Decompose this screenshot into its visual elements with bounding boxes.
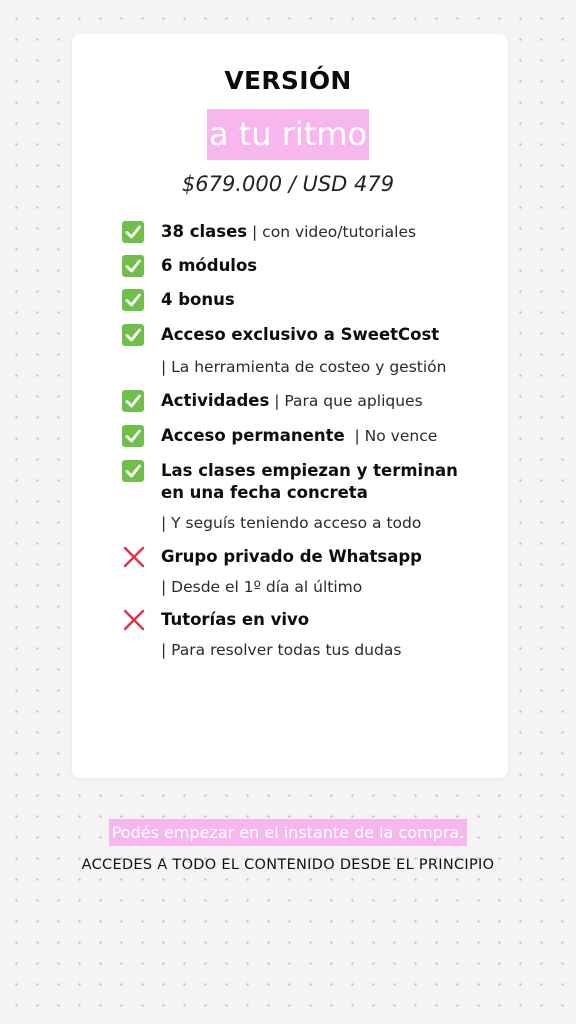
check-icon [122,221,144,243]
feature-label: 4 bonus [161,290,235,309]
check-icon [122,425,144,447]
feature-title: Actividades [161,391,270,410]
feature-desc: | Para que apliques [269,392,423,410]
feature-subline: | La herramienta de costeo y gestión [161,358,447,376]
feature-subline: | Desde el 1º día al último [161,578,363,596]
cross-icon [122,545,146,569]
feature-label [161,425,437,447]
feature-title: Acceso permanente [161,426,345,445]
feature-label: 6 módulos [161,256,258,275]
footer-highlight: Podés empezar en el instante de la compra. [109,819,468,846]
feature-label: Grupo privado de Whatsapp [161,547,422,566]
feature-label [161,221,416,243]
feature-desc: | No vence [344,427,438,445]
footer-caption: ACCEDES A TODO EL CONTENIDO DESDE EL PRINCIPIO [81,857,495,873]
check-icon [122,289,144,311]
plan-price: $679.000 / USD 479 [181,172,395,196]
check-icon [122,324,144,346]
feature-label: Las clases empiezan y terminan [161,461,458,480]
feature-desc: | con video/tutoriales [247,223,417,241]
feature-label: Acceso exclusivo a SweetCost [161,325,440,344]
plan-subtitle: a tu ritmo [207,109,369,160]
cross-icon [122,608,146,632]
feature-label-line2: en una fecha concreta [161,483,368,502]
feature-subline: | Y seguís teniendo acceso a todo [161,514,422,532]
plan-subtitle-wrap [0,109,576,160]
feature-subline: | Para resolver todas tus dudas [161,641,402,659]
check-icon [122,460,144,482]
feature-title: 38 clases [161,222,248,241]
plan-title: VERSIÓN [224,66,352,95]
check-icon [122,255,144,277]
check-icon [122,390,144,412]
footer-highlight-wrap [0,819,576,846]
feature-label: Tutorías en vivo [161,610,310,629]
feature-label [161,390,423,412]
